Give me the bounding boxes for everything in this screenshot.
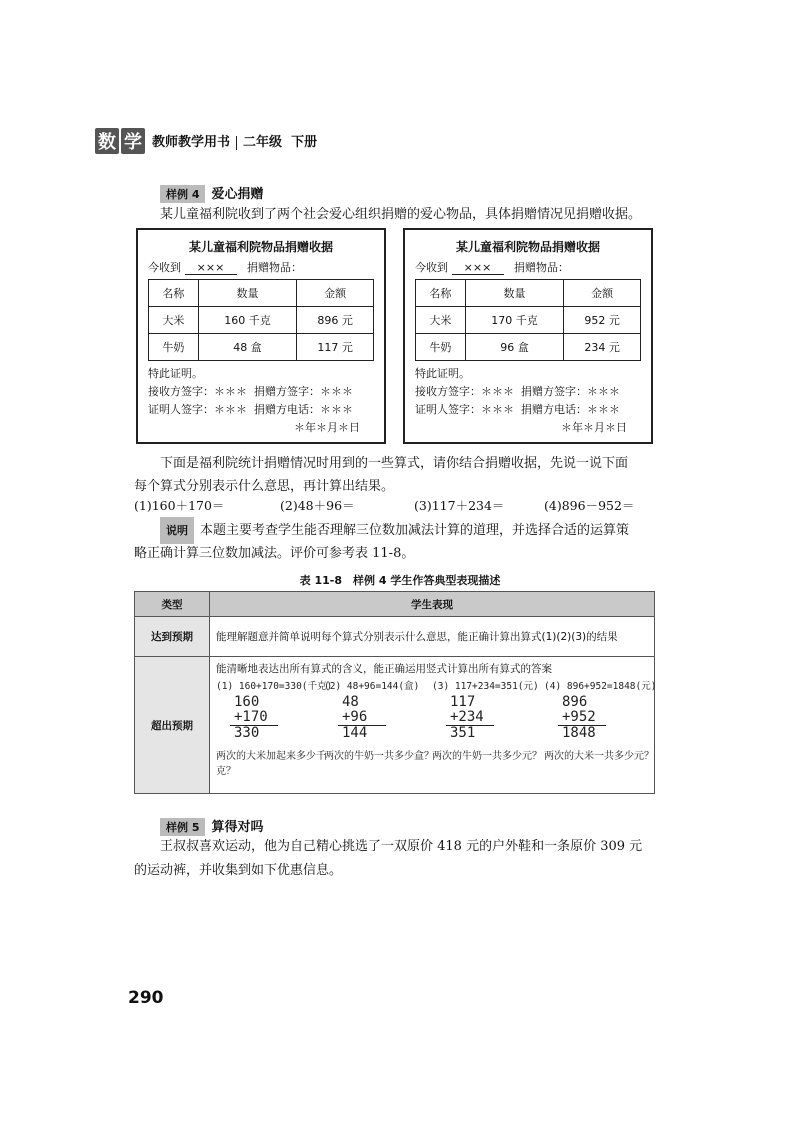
type-cell-meets: 达到预期 [135,617,210,657]
book-title: 教师教学用书 [152,135,231,150]
work-addend-1: 48 [342,694,359,710]
header-cell: 金额 [564,280,641,307]
receipt-date: ＊年＊月＊日 [294,421,360,434]
table-cell: 117 元 [297,334,374,361]
student-work-area [216,677,657,789]
table-header-row [135,592,655,617]
work-question: 两次的大米一共多少元？ [544,751,654,762]
header-cell: 名称 [149,280,199,307]
example4-heading [160,183,264,203]
receipt-received-line [148,259,374,275]
page-number: 290 [128,988,164,1008]
volume-label: 下册 [291,135,318,150]
table-cell: 48 盒 [198,334,297,361]
work-addend-1: 117 [450,694,476,710]
table-row [149,334,374,361]
example5-line-1: 王叔叔喜欢运动，他为自己精心挑选了一双原价 418 元的户外鞋和一条原价 309 元 [160,839,643,854]
work-result: 1848 [562,725,596,741]
header-cell: 金额 [297,280,374,307]
explanation-line-2: 略正确计算三位数加减法。评价可参考表 11-8。 [134,546,415,561]
table-cell: 96 盒 [465,334,564,361]
work-addend-2: +234 [450,709,484,725]
student-work-3 [432,679,542,764]
table-row [149,307,374,334]
formula-4: (4)896－952＝ [544,498,635,513]
explanation-tag: 说明 [160,517,194,544]
work-equation: (1) 160+170=330(千克) [216,681,333,692]
work-question: 两次的牛奶一共多少盒？ [324,751,434,762]
student-work-1 [216,679,333,779]
work-question: 两次的大米加起来多少千克？ [216,751,326,777]
example5-line-2: 的运动裤，并收集到如下优惠信息。 [134,863,343,878]
example4-title: 爱心捐赠 [211,187,264,202]
desc-cell-meets: 能理解题意并简单说明每个算式分别表示什么意思，能正确计算出算式(1)(2)(3)的结果 [210,617,655,657]
header-divider [236,136,237,150]
donation-receipt-1 [136,228,386,444]
donation-receipt-2 [403,228,653,444]
formula-2: (2)48＋96＝ [280,498,355,513]
book-header [152,131,317,150]
desc-cell-exceeds [210,657,655,794]
table-cell: 952 元 [564,307,641,334]
witness-signature: 证明人签字：＊＊＊ [148,403,247,416]
work-addend-2: +952 [562,709,596,725]
receipt-certify: 特此证明。 [148,367,203,380]
table-header-row [416,280,641,307]
table-cell: 大米 [416,307,466,334]
receiver-signature: 接收方签字：＊＊＊ [415,385,514,398]
table-cell: 牛奶 [416,334,466,361]
performance-table [134,591,655,794]
receipt-signatures-1 [148,383,374,399]
header-cell: 数量 [465,280,564,307]
table-row [135,657,655,794]
items-label: 捐赠物品： [247,261,302,274]
logo-char-1: 数 [95,128,119,154]
example5-tag: 样例 5 [160,818,205,836]
table-cell: 大米 [149,307,199,334]
work-question: 两次的牛奶一共多少元？ [432,751,542,762]
received-label: 今收到 [148,261,181,274]
receipt-title: 某儿童福利院物品捐赠收据 [455,240,600,254]
grade-label: 二年级 [243,135,283,150]
receiver-signature: 接收方签字：＊＊＊ [148,385,247,398]
work-result: 144 [342,725,368,741]
receipt-received-line [415,259,641,275]
formula-3: (3)117＋234＝ [414,498,505,513]
receipt-date: ＊年＊月＊日 [561,421,627,434]
example4-intro: 某儿童福利院收到了两个社会爱心组织捐赠的爱心物品，具体捐赠情况见捐赠收据。 [160,207,642,222]
table-cell: 牛奶 [149,334,199,361]
formula-1: (1)160＋170＝ [134,498,225,513]
donor-phone: 捐赠方电话：＊＊＊ [521,403,620,416]
donor-signature: 捐赠方签字：＊＊＊ [254,385,353,398]
table-cell: 234 元 [564,334,641,361]
received-label: 今收到 [415,261,448,274]
work-result: 330 [234,725,260,741]
receipt-signatures-2 [148,401,374,417]
instructions-line-2: 每个算式分别表示什么意思，再计算出结果。 [134,479,395,494]
table-caption: 表 11-8 样例 4 学生作答典型表现描述 [299,574,501,587]
instructions-line-1: 下面是福利院统计捐赠情况时用到的一些算式，请你结合捐赠收据，先说一说下面 [160,456,629,471]
receipt-items-table [148,279,374,361]
table-row [416,334,641,361]
example5-heading [160,816,264,836]
logo-char-2: 学 [121,128,145,154]
table-header-row [149,280,374,307]
donor-phone: 捐赠方电话：＊＊＊ [254,403,353,416]
witness-signature: 证明人签字：＊＊＊ [415,403,514,416]
type-cell-exceeds: 超出预期 [135,657,210,794]
work-addend-2: +96 [342,709,368,725]
exceeds-description: 能清晰地表达出所有算式的含义，能正确运用竖式计算出所有算式的答案 [216,663,552,675]
receipt-items-table [415,279,641,361]
receipt-certify: 特此证明。 [415,367,470,380]
header-cell: 名称 [416,280,466,307]
example5-title: 算得对吗 [211,820,264,835]
table-cell: 896 元 [297,307,374,334]
type-column-header: 类型 [135,592,210,617]
explanation-text-1: 本题主要考查学生能否理解三位数加减法计算的道理，并选择合适的运算策 [200,523,630,538]
performance-column-header: 学生表现 [210,592,655,617]
work-addend-1: 160 [234,694,260,710]
student-work-2 [324,679,434,764]
table-cell: 160 千克 [198,307,297,334]
table-row [416,307,641,334]
received-value: ××× [185,261,237,275]
work-equation: (3) 117+234=351(元) [432,681,539,692]
explanation-line-1 [160,517,629,544]
receipt-title: 某儿童福利院物品捐赠收据 [188,240,333,254]
receipt-signatures-1 [415,383,641,399]
donor-signature: 捐赠方签字：＊＊＊ [521,385,620,398]
header-cell: 数量 [198,280,297,307]
subject-logo [95,128,147,154]
student-work-4 [544,679,657,764]
table-row [135,617,655,657]
work-addend-2: +170 [234,709,268,725]
received-value: ××× [452,261,504,275]
receipt-signatures-2 [415,401,641,417]
work-result: 351 [450,725,476,741]
work-addend-1: 896 [562,694,588,710]
work-equation: (4) 896+952=1848(元) [544,681,657,692]
table-cell: 170 千克 [465,307,564,334]
items-label: 捐赠物品： [514,261,569,274]
work-equation: (2) 48+96=144(盒) [324,681,420,692]
example4-tag: 样例 4 [160,185,205,203]
